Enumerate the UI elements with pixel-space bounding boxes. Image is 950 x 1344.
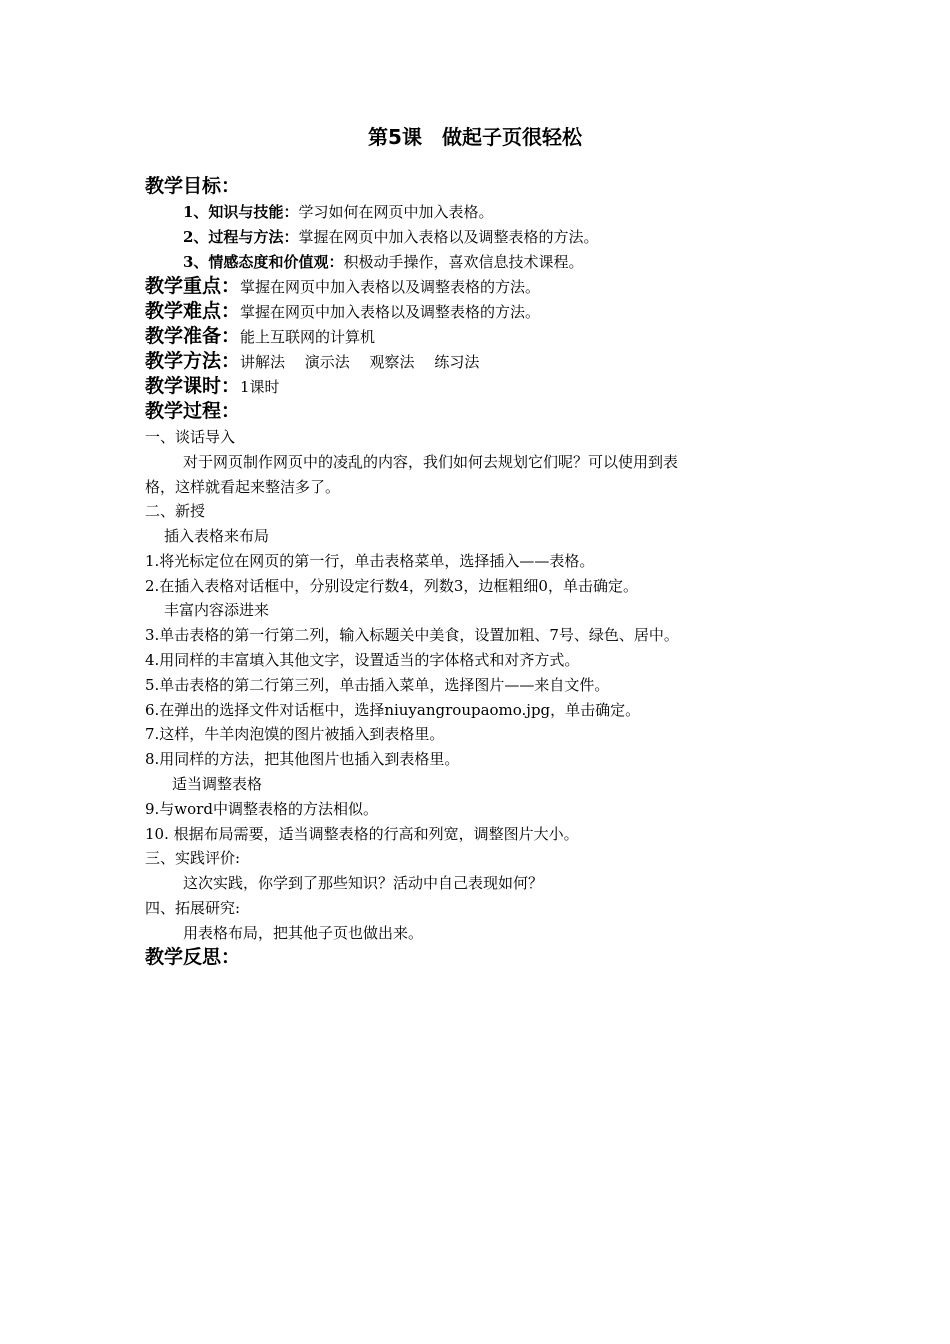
section-4-title: 四、拓展研究: — [145, 899, 241, 917]
section-2-title: 二、新授 — [145, 502, 206, 520]
objective-item-3 — [183, 250, 583, 274]
subsection-adjust-table: 适当调整表格 — [172, 775, 263, 793]
section-1-paragraph-line-1: 对于网页制作网页中的凌乱的内容，我们如何去规划它们呢？可以使用到表 — [183, 453, 679, 471]
objective-text: 学习如何在网页中加入表格。 — [298, 203, 494, 221]
step-3: 3.单击表格的第一行第二列，输入标题关中美食，设置加粗、7号、绿色、居中。 — [145, 626, 679, 644]
objective-label: 2、过程与方法： — [183, 228, 299, 246]
key-point-heading: 教学重点： — [145, 275, 241, 297]
reflection-heading: 教学反思： — [145, 946, 241, 968]
hours-text: 1课时 — [240, 378, 280, 396]
subsection-add-content: 丰富内容添进来 — [164, 601, 270, 619]
subsection-insert-table: 插入表格来布局 — [164, 527, 270, 545]
objective-text: 积极动手操作，喜欢信息技术课程。 — [343, 253, 584, 271]
preparation-heading: 教学准备： — [145, 325, 241, 347]
objective-label: 1、知识与技能： — [183, 203, 299, 221]
step-4: 4.用同样的丰富填入其他文字，设置适当的字体格式和对齐方式。 — [145, 651, 580, 669]
step-2: 2.在插入表格对话框中，分别设定行数4，列数3，边框粗细0，单击确定。 — [145, 577, 638, 595]
objective-item-1 — [183, 200, 493, 224]
section-4-text: 用表格布局，把其他子页也做出来。 — [183, 924, 424, 942]
section-3-text: 这次实践，你学到了那些知识？活动中自己表现如何？ — [183, 874, 544, 892]
section-3-title: 三、实践评价: — [145, 849, 241, 867]
step-7: 7.这样，牛羊肉泡馍的图片被插入到表格里。 — [145, 725, 445, 743]
page-title: 第5课 做起子页很轻松 — [368, 125, 582, 149]
hours-heading: 教学课时： — [145, 375, 241, 397]
difficulty-heading: 教学难点： — [145, 300, 241, 322]
preparation-text: 能上互联网的计算机 — [240, 328, 376, 346]
process-heading: 教学过程： — [145, 400, 241, 422]
methods-heading: 教学方法： — [145, 350, 241, 372]
section-1-paragraph-line-2: 格，这样就看起来整洁多了。 — [145, 478, 341, 496]
step-1: 1.将光标定位在网页的第一行，单击表格菜单，选择插入——表格。 — [145, 552, 595, 570]
objectives-heading: 教学目标： — [145, 175, 241, 197]
step-9: 9.与word中调整表格的方法相似。 — [145, 800, 378, 818]
difficulty-text: 掌握在网页中加入表格以及调整表格的方法。 — [240, 303, 541, 321]
key-point-text: 掌握在网页中加入表格以及调整表格的方法。 — [240, 278, 541, 296]
section-1-title: 一、谈话导入 — [145, 428, 236, 446]
methods-text: 讲解法 演示法 观察法 练习法 — [240, 353, 480, 371]
objective-text: 掌握在网页中加入表格以及调整表格的方法。 — [298, 228, 599, 246]
methods-row — [145, 349, 479, 374]
step-8: 8.用同样的方法，把其他图片也插入到表格里。 — [145, 750, 460, 768]
difficulty-row — [145, 299, 540, 324]
objective-label: 3、情感态度和价值观： — [183, 253, 344, 271]
step-6: 6.在弹出的选择文件对话框中，选择niuyangroupaomo.jpg，单击确定。 — [145, 701, 641, 719]
step-5: 5.单击表格的第二行第三列，单击插入菜单，选择图片——来自文件。 — [145, 676, 610, 694]
key-point-row — [145, 274, 540, 299]
objective-item-2 — [183, 225, 598, 249]
step-10: 10. 根据布局需要，适当调整表格的行高和列宽，调整图片大小。 — [145, 825, 579, 843]
hours-row — [145, 374, 280, 399]
preparation-row — [145, 324, 375, 349]
